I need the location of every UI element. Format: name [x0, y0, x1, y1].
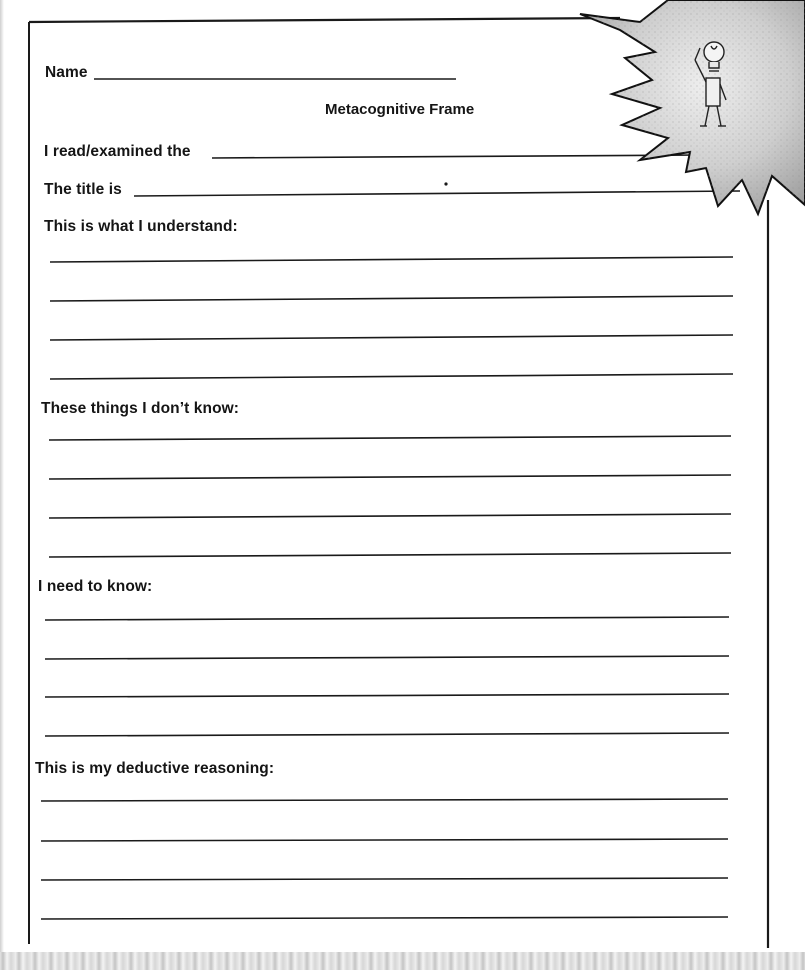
answer-line	[49, 436, 731, 440]
section-heading-deductive-reasoning: This is my deductive reasoning:	[35, 760, 275, 777]
title-is-label: The title is	[44, 181, 122, 198]
worksheet-title: Metacognitive Frame	[325, 101, 475, 118]
answer-line	[45, 694, 729, 697]
answer-line	[50, 257, 733, 262]
name-label: Name	[45, 64, 88, 81]
answer-line	[45, 733, 729, 736]
answer-line	[49, 514, 731, 518]
answer-line	[50, 296, 733, 301]
section-heading-understand: This is what I understand:	[44, 218, 238, 235]
dont-know-answer-lines[interactable]	[49, 436, 731, 557]
title-answer-line[interactable]	[134, 191, 740, 196]
answer-line	[45, 656, 729, 659]
need-to-know-answer-lines[interactable]	[45, 617, 729, 736]
answer-line	[49, 553, 731, 557]
scan-bottom-edge	[0, 952, 805, 970]
stray-dot	[444, 182, 447, 185]
reasoning-answer-lines[interactable]	[41, 799, 728, 919]
answer-line	[49, 475, 731, 479]
answer-line	[41, 799, 728, 801]
read-examined-label: I read/examined the	[44, 143, 191, 160]
section-heading-dont-know: These things I don’t know:	[41, 400, 240, 417]
answer-line	[50, 374, 733, 379]
starburst-illustration	[580, 0, 805, 214]
answer-line	[41, 878, 728, 880]
answer-line	[41, 839, 728, 841]
answer-line	[45, 617, 729, 620]
answer-line	[50, 335, 733, 340]
answer-line	[41, 917, 728, 919]
read-answer-line[interactable]	[212, 155, 700, 158]
section-heading-need-to-know: I need to know:	[38, 578, 153, 595]
understand-answer-lines[interactable]	[50, 257, 733, 379]
